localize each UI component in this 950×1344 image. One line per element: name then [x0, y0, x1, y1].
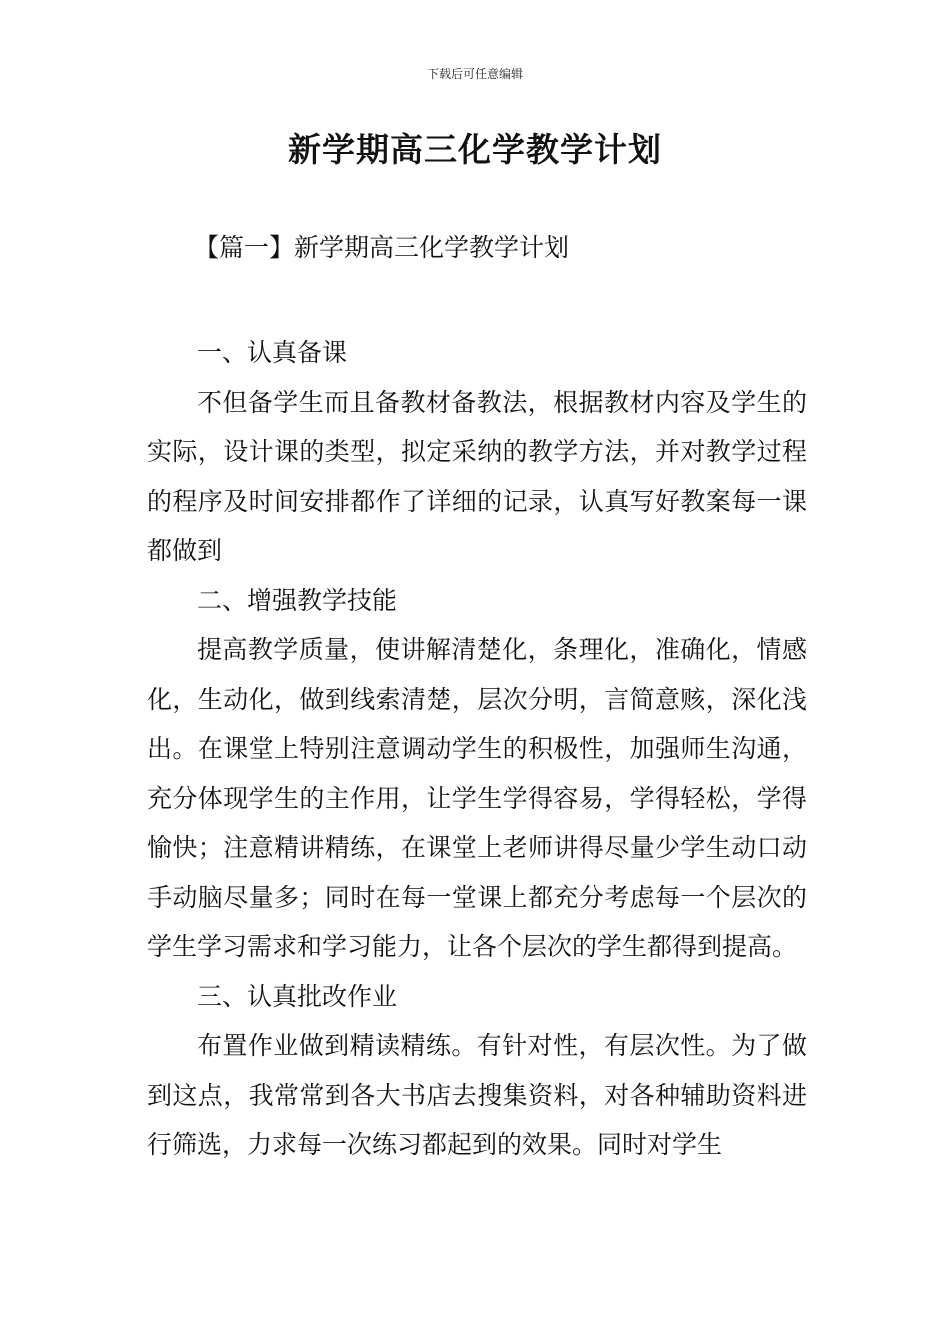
paragraph-teaching-skills: 提高教学质量，使讲解清楚化，条理化，准确化，情感化，生动化，做到线索清楚，层次分明，言简意赅，深化浅出。在课堂上特别注意调动学生的积极性，加强师生沟通，充分体现学生的主作用，让学生学得容易，学得轻松，学得愉快；注意精讲精练，在课堂上老师讲得尽量少学生动口动手动脑尽量多；同时在每一堂课上都充分考虑每一个层次的学生学习需求和学习能力，让各个层次的学生都得到提高。 — [147, 635, 807, 961]
document-title: 新学期高三化学教学计划 — [288, 130, 662, 169]
body-text — [147, 328, 807, 1170]
paragraph-prepare-lessons: 不但备学生而且备教材备教法，根据教材内容及学生的实际，设计课的类型，拟定采纳的教学方法，并对教学过程的程序及时间安排都作了详细的记录，认真写好教案每一课都做到 — [147, 387, 807, 565]
heading-homework-correction: 三、认真批改作业 — [197, 981, 398, 1011]
section-title: 【篇一】新学期高三化学教学计划 — [194, 233, 570, 262]
heading-prepare-lessons: 一、认真备课 — [197, 338, 348, 367]
paragraph-homework-correction: 布置作业做到精读精练。有针对性，有层次性。为了做到这点，我常常到各大书店去搜集资料，对各种辅助资料进行筛选，力求每一次练习都起到的效果。同时对学生 — [147, 1031, 807, 1159]
heading-teaching-skills: 二、增强教学技能 — [197, 585, 398, 615]
header-note: 下载后可任意编辑 — [426, 67, 523, 81]
